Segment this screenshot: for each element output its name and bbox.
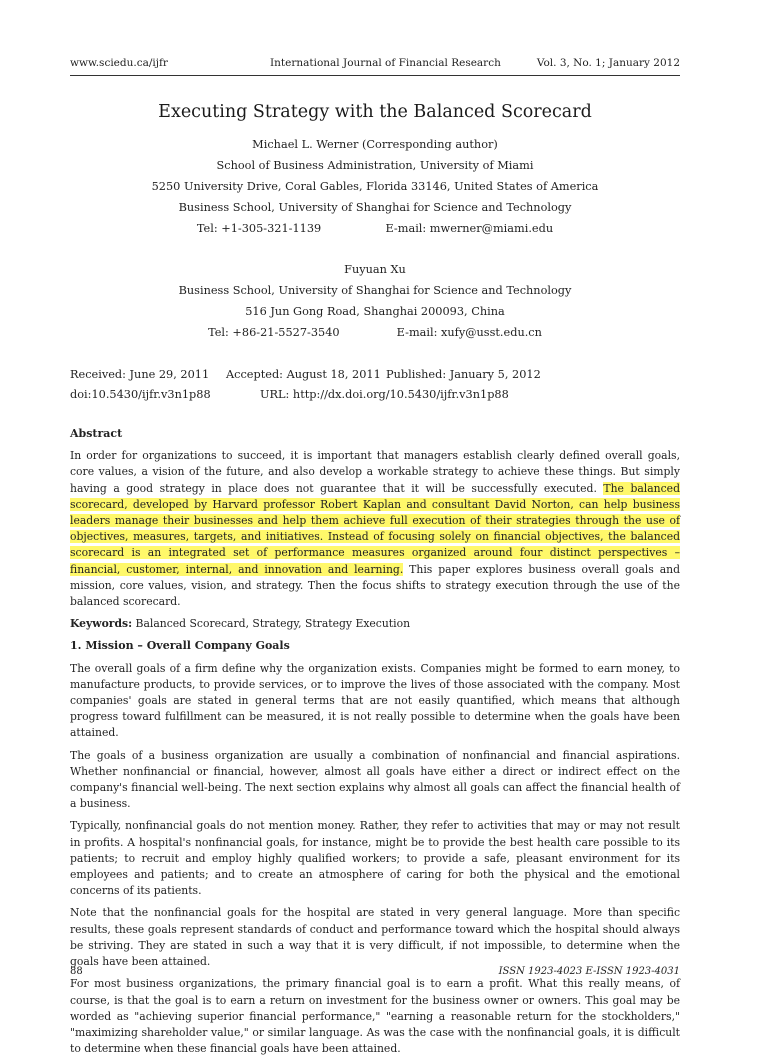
journal-website: www.sciedu.ca/ijfr [70,57,168,69]
body-paragraph: Note that the nonfinancial goals for the hospital are stated in very general language. More than specific results, these goals represent standards of conduct and performance toward which the hospital should always be striving. They are stated in such a way that it is very difficult, if not impossible, to determine when the goals have been attained. [70,906,680,969]
author-affiliation: Business School, University of Shanghai for Science and Technology [178,201,572,214]
body-paragraph: The overall goals of a firm define why the organization exists. Companies might be formed to earn money, to manufacture products, to provide services, or to improve the lives of those associated with the company. Most companies' goals are stated in general terms that are not easily quantified, which means that although progress toward fulfillment can be measured, it is not really possible to determine when the goals have been attained. [70,661,680,740]
keywords-label: Keywords: [70,617,133,631]
author-affiliation: Business School, University of Shanghai for Science and Technology [178,284,572,297]
received-date: Received: June 29, 2011 [70,368,210,381]
page-number: 88 [70,966,83,977]
journal-name: International Journal of Financial Research [270,57,501,69]
paper-title: Executing Strategy with the Balanced Scorecard [158,102,592,122]
author-tel: Tel: +1-305-321-1139 [196,222,322,235]
abstract-text: This paper explores business overall goals and mission, core values, vision, and strategy. Then the focus shifts to strategy execution through the use of the balanced scorecard. [70,562,681,609]
doi-url: URL: http://dx.doi.org/10.5430/ijfr.v3n1p88 [260,388,509,401]
running-head [70,57,680,75]
author-address: 516 Jun Gong Road, Shanghai 200093, China [245,305,505,318]
author-block-1 [70,134,680,239]
highlighted-text: The balanced scorecard, developed by Harvard professor Robert Kaplan and consultant David Norton, can help business leaders manage their businesses and help them achieve full execution of their strategies through the use of objectives, measures, targets, and initiatives. Instead of focusing solely on financial objectives, the balanced scorecard is an integrated set of performance measures organized around four distinct perspectives – financial, customer, internal, and innovation and learning. [70,481,680,576]
abstract-paragraph [70,448,680,610]
abstract-text: In order for organizations to succeed, it is important that managers establish clearly defined overall goals, core values, a vision of the future, and also develop a workable strategy to achieve these things. But simply having a good strategy in place does not guarantee that it will be successfully executed. [70,449,680,495]
published-date: Published: January 5, 2012 [386,368,541,381]
author-address: 5250 University Drive, Coral Gables, Florida 33146, United States of America [151,180,599,193]
accepted-date: Accepted: August 18, 2011 [226,368,381,381]
author-email: E-mail: xufy@usst.edu.cn [396,326,542,339]
author-block-2 [70,259,680,343]
author-name: Michael L. Werner (Corresponding author) [252,138,498,151]
author-affiliation: School of Business Administration, University of Miami [216,159,534,172]
keywords-line [70,616,680,632]
keywords-text: Balanced Scorecard, Strategy, Strategy Execution [132,617,411,631]
author-contact [70,218,680,239]
author-tel: Tel: +86-21-5527-3540 [208,326,340,339]
header-rule [70,75,680,76]
body-paragraph: For most business organizations, the primary financial goal is to earn a profit. What this really means, of course, is that the goal is to earn a return on investment for the business owner or owners. This goal may be worded as "achieving superior financial performance," "earning a reasonable return for the stockholders," "maximizing shareholder value," or similar language. As was the case with the nonfinancial goals, it is difficult to determine when these financial goals have been attained. [70,977,680,1056]
author-email: E-mail: mwerner@miami.edu [385,222,554,235]
issn: ISSN 1923-4023 E-ISSN 1923-4031 [498,966,680,977]
page-footer [70,966,680,980]
doi-text: doi:10.5430/ijfr.v3n1p88 [70,388,211,401]
author-contact [70,322,680,343]
section-heading: 1. Mission – Overall Company Goals [70,639,290,653]
body-paragraph: Typically, nonfinancial goals do not mention money. Rather, they refer to activities that may or may not result in profits. A hospital's nonfinancial goals, for instance, might be to provide the best health care possible to its patients; to recruit and employ highly qualified workers; to provide a safe, pleasant environment for its employees and patients; and to create an atmosphere of caring for both the physical and the emotional concerns of its patients. [70,819,680,898]
author-name: Fuyuan Xu [344,263,406,276]
journal-volume: Vol. 3, No. 1; January 2012 [536,57,680,69]
abstract-heading: Abstract [70,427,123,440]
body-paragraph: The goals of a business organization are usually a combination of nonfinancial and financial aspirations. Whether nonfinancial or financial, however, almost all goals have either a direct or indirect effect on the company's financial well-being. The next section explains why almost all goals can affect the financial health of a business. [70,748,680,811]
